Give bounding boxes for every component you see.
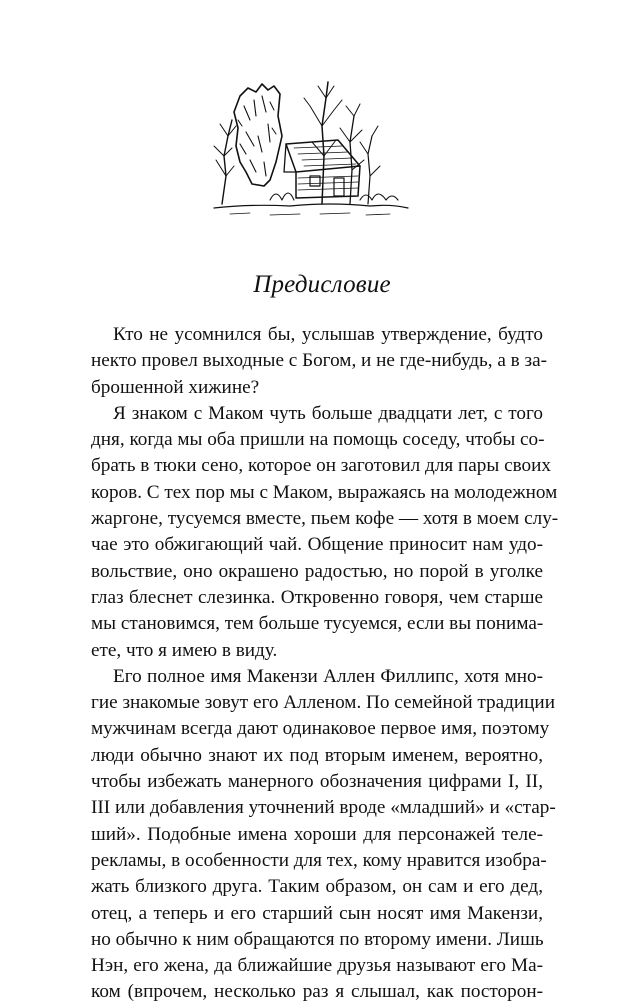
text-line: мы становимся, тем больше тусуемся, если вы понима- (91, 613, 544, 635)
text-line: брать в тюки сено, которое он заготовил для пары своих (91, 455, 551, 477)
text-line: некто провел выходные с Богом, и не где-нибудь, а в за- (91, 350, 547, 372)
text-line: ший». Подобные имена хороши для персонажей теле- (91, 823, 543, 845)
text-line: отец, а теперь и его старший сын носят имя Макензи, (91, 902, 543, 924)
text-line: Его полное имя Макензи Аллен Филлипс, хотя мно- (113, 665, 543, 687)
cabin-illustration (210, 76, 410, 222)
body-text (91, 322, 559, 1006)
cliff (234, 84, 282, 186)
text-line: вольствие, оно окрашено радостью, но порой в уголке (91, 560, 543, 582)
text-line: дня, когда мы оба пришли на помощь соседу, чтобы со- (91, 429, 545, 451)
text-line: но обычно к ним обращаются по второму имени. Лишь (91, 928, 544, 950)
text-line: чае это обжигающий чай. Общение приносит нам удо- (91, 534, 543, 556)
text-line: коров. С тех пор мы с Маком, выражаясь на молодежном (91, 481, 558, 503)
text-line: Я знаком с Маком чуть больше двадцати лет, с того (113, 402, 543, 424)
cabin-door (334, 178, 344, 196)
text-line: гие знакомые зовут его Алленом. По семейной традиции (91, 692, 555, 714)
text-line: чтобы избежать манерного обозначения цифрами I, II, (91, 771, 543, 793)
text-line: Нэн, его жена, да ближайшие друзья называют его Ма- (91, 955, 543, 977)
text-line: III или добавления уточнений вроде «младший» и «стар- (91, 797, 556, 819)
text-line: ете, что я имею в виду. (91, 639, 278, 661)
ground (214, 204, 408, 208)
text-line: глаз блеснет слезинка. Откровенно говоря, чем старше (91, 586, 543, 608)
text-line: жать близкого друга. Таким образом, он сам и его дед, (91, 876, 543, 898)
text-line: люди обычно знают их под вторым именем, вероятно, (91, 744, 543, 766)
text-line: жаргоне, тусуемся вместе, пьем кофе — хотя в моем слу- (91, 508, 559, 530)
text-line: ком (впрочем, несколько раз я слышал, как посторон- (91, 981, 543, 1003)
text-line: Кто не усомнился бы, услышав утверждение, будто (113, 324, 543, 345)
tree-right (322, 82, 328, 204)
text-line: брошенной хижине? (91, 376, 260, 398)
chapter-title: Предисловие (253, 271, 391, 298)
text-line: мужчинам всегда дают одинаковое первое имя, поэтому (91, 718, 550, 740)
text-line: рекламы, в особенности для тех, кому нравится изобра- (91, 849, 547, 871)
